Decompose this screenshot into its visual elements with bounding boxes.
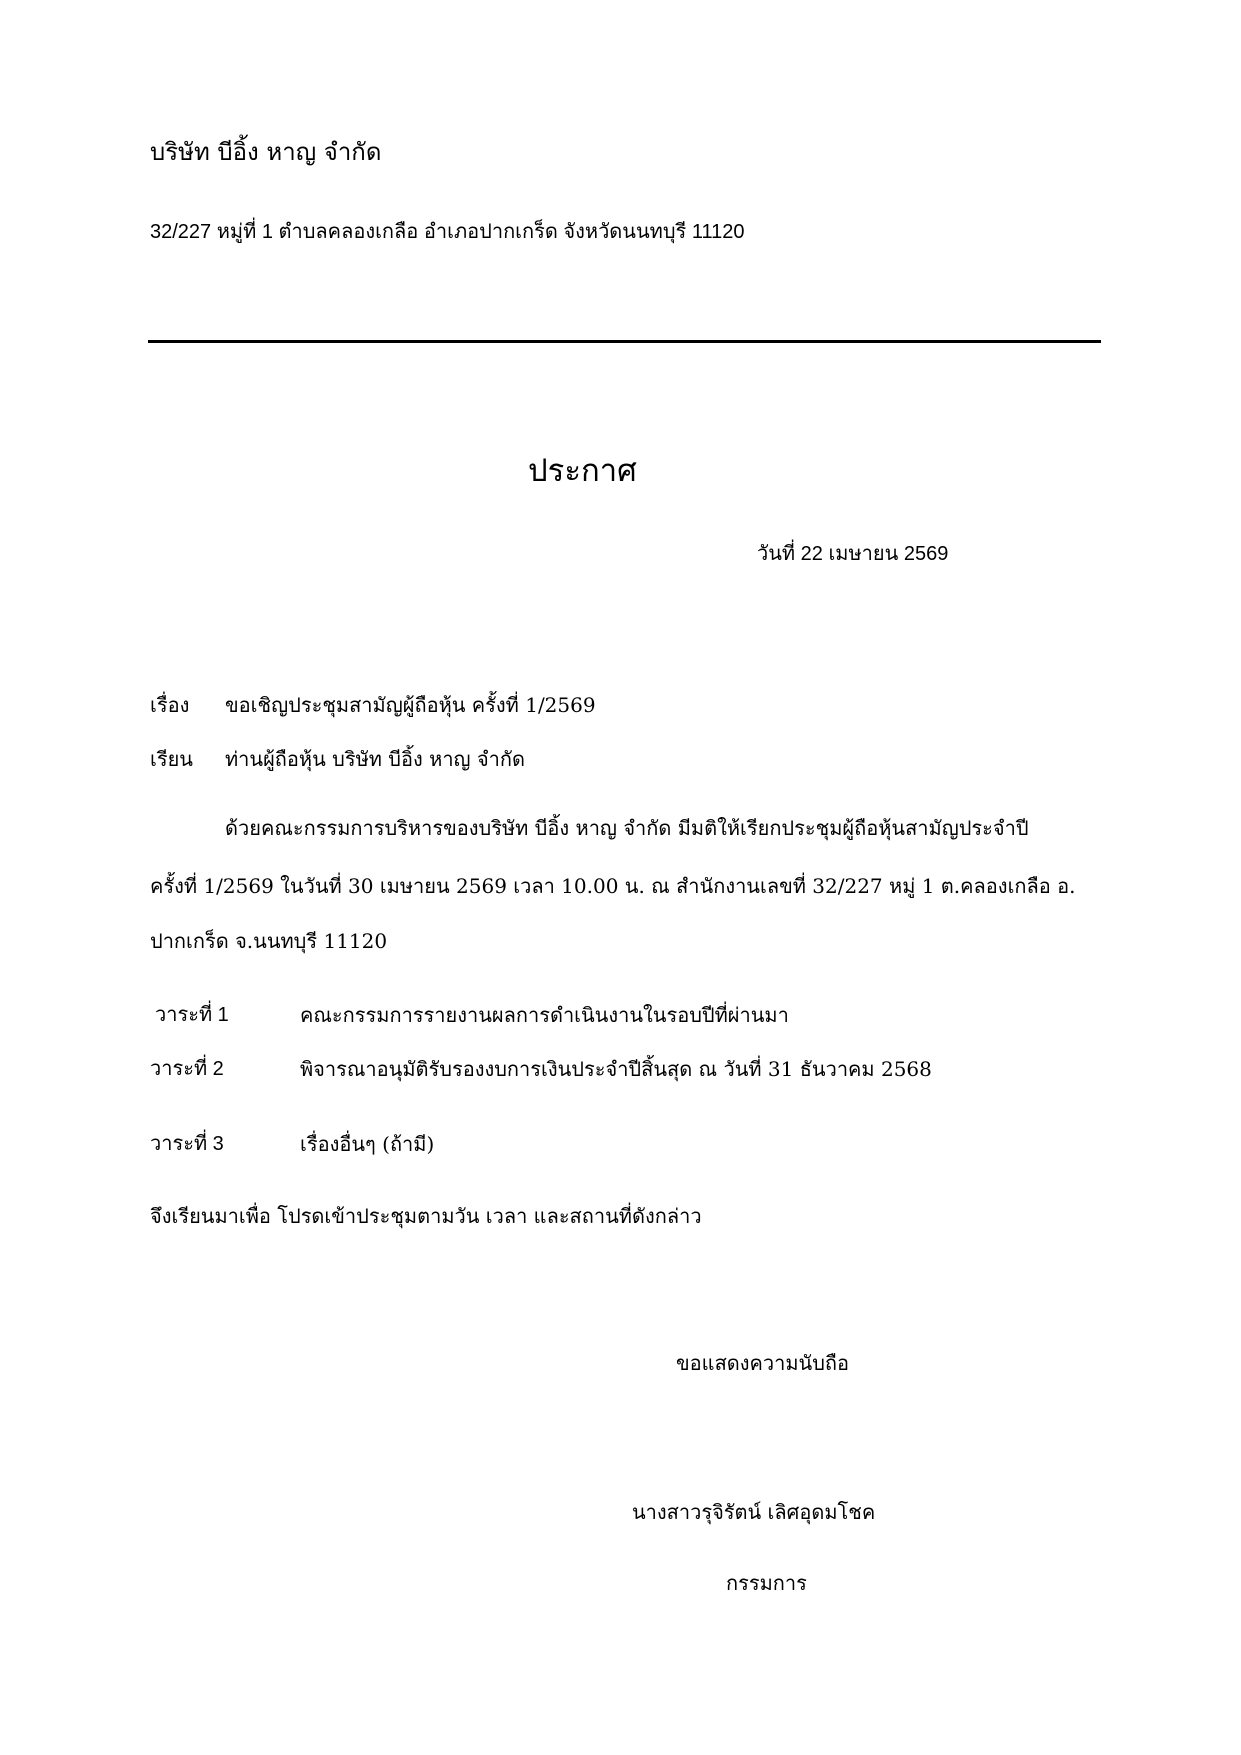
recipient-text: ท่านผู้ถือหุ้น บริษัท บีอิ้ง หาญ จำกัด xyxy=(225,747,525,771)
agenda-text-3: เรื่องอื่นๆ (ถ้ามี) xyxy=(300,1132,435,1156)
header-divider xyxy=(148,340,1101,343)
body-line-2: ครั้งที่ 1/2569 ในวันที่ 30 เมษายน 2569 เวลา 10.00 น. ณ สำนักงานเลขที่ 32/227 หมู่ 1 ต.คลองเกลือ อ. xyxy=(150,874,1076,898)
agenda-text-2: พิจารณาอนุมัติรับรองงบการเงินประจำปีสิ้นสุด ณ วันที่ 31 ธันวาคม 2568 xyxy=(300,1057,932,1081)
closing-request: จึงเรียนมาเพื่อ โปรดเข้าประชุมตามวัน เวลา และสถานที่ดังกล่าว xyxy=(150,1204,702,1228)
subject-text: ขอเชิญประชุมสามัญผู้ถือหุ้น ครั้งที่ 1/2569 xyxy=(225,693,596,717)
notice-title: ประกาศ xyxy=(528,453,637,489)
signer-name: นางสาวรุจิรัตน์ เลิศอุดมโชค xyxy=(632,1500,876,1524)
notice-date: วันที่ 22 เมษายน 2569 xyxy=(757,543,949,565)
subject-label: เรื่อง xyxy=(150,693,190,717)
company-address: 32/227 หมู่ที่ 1 ตำบลคลองเกลือ อำเภอปากเกร็ด จังหวัดนนทบุรี 11120 xyxy=(150,221,745,243)
agenda-label-3: วาระที่ 3 xyxy=(150,1133,224,1155)
body-line-3: ปากเกร็ด จ.นนทบุรี 11120 xyxy=(150,929,388,953)
agenda-label-2: วาระที่ 2 xyxy=(150,1058,224,1080)
company-name: บริษัท บีอิ้ง หาญ จำกัด xyxy=(150,138,382,166)
body-line-1: ด้วยคณะกรรมการบริหารของบริษัท บีอิ้ง หาญ จำกัด มีมติให้เรียกประชุมผู้ถือหุ้นสามัญประจำปี xyxy=(225,816,1029,840)
recipient-label: เรียน xyxy=(150,747,193,771)
agenda-label-1: วาระที่ 1 xyxy=(155,1004,229,1026)
signer-title: กรรมการ xyxy=(726,1571,807,1595)
closing-regards: ขอแสดงความนับถือ xyxy=(676,1351,850,1375)
agenda-text-1: คณะกรรมการรายงานผลการดำเนินงานในรอบปีที่ผ่านมา xyxy=(300,1003,789,1027)
